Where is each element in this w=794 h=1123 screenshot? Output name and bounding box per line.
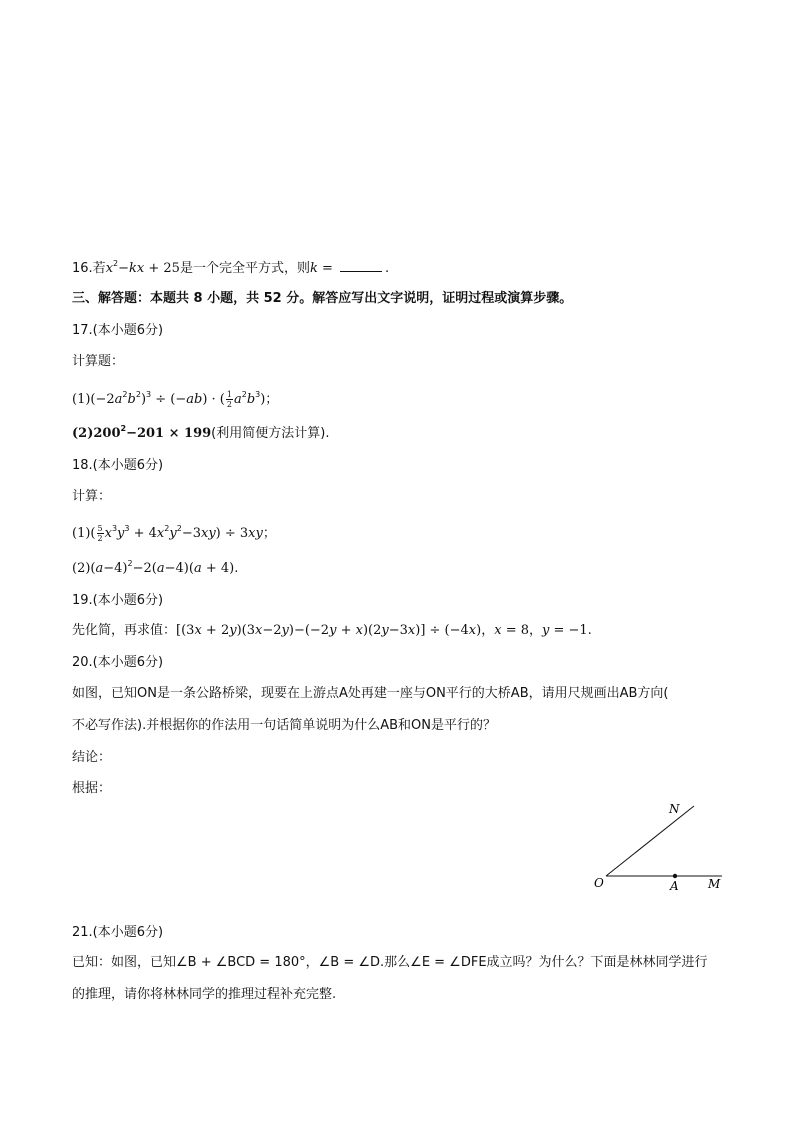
question-20-header: 20.(本小题6分) [72,655,164,670]
question-19-header: 19.(本小题6分) [72,593,164,608]
question-21-line-2: 的推理，请你将林林同学的推理过程补充完整. [72,987,337,1002]
question-18-part-1: (1)( $\frac{5}{2}$ $x^3y^3 + 4x^2y^2-3xy) \div 3xy$； [72,524,276,543]
question-21-header: 21.(本小题6分) [72,925,164,940]
label-A: A [670,879,679,893]
question-17-header: 17.(本小题6分) [72,323,164,338]
answer-blank[interactable] [340,259,382,272]
question-20-line-1: 如图，已知ON是一条公路桥梁，现要在上游点A处再建一座与ON平行的大桥AB，请用尺规画出AB方向( [72,686,669,701]
question-20-conclusion: 结论： [72,750,112,765]
question-18-part-2: $(2)(a-4)^2-2(a-4)(a + 4)$. [72,559,239,576]
question-16: 16.若$x^2-kx + 25$是一个完全平方式，则k = . [72,259,390,276]
question-17-instruction: 计算题： [72,354,125,369]
section-3-heading: 三、解答题：本题共 8 小题，共 52 分。解答应写出文字说明，证明过程或演算步骤。 [72,291,573,306]
label-N: N [669,802,680,816]
question-17-part-1: $(1)(-2a^2b^2)^3 \div (-ab)$ · ( $\frac{1}{2}$ $a^2b^3$)； [72,390,279,409]
question-17-part-2: $(2)200^2-201 \times 199$(利用简便方法计算). [72,424,330,441]
angle-figure [588,796,728,896]
question-18-header: 18.(本小题6分) [72,458,164,473]
question-20-line-2: 不必写作法).并根据你的作法用一句话简单说明为什么AB和ON是平行的？ [72,718,496,733]
ray-ON [606,806,694,876]
point-A [673,874,677,878]
question-19-body: 先化简，再求值：[(3x + 2y)(3x−2y)−(−2y + x)(2y−3x)] ÷ (−4x)，x = 8，y = −1. [72,623,592,638]
label-M: M [708,877,721,891]
question-20-basis: 根据： [72,781,112,796]
question-21-line-1: 已知：如图，已知∠B + ∠BCD = 180°，∠B = ∠D.那么∠E = ∠DFE成立吗？为什么？下面是林林同学进行 [72,955,708,970]
label-O: O [594,876,604,890]
question-18-instruction: 计算： [72,489,112,504]
